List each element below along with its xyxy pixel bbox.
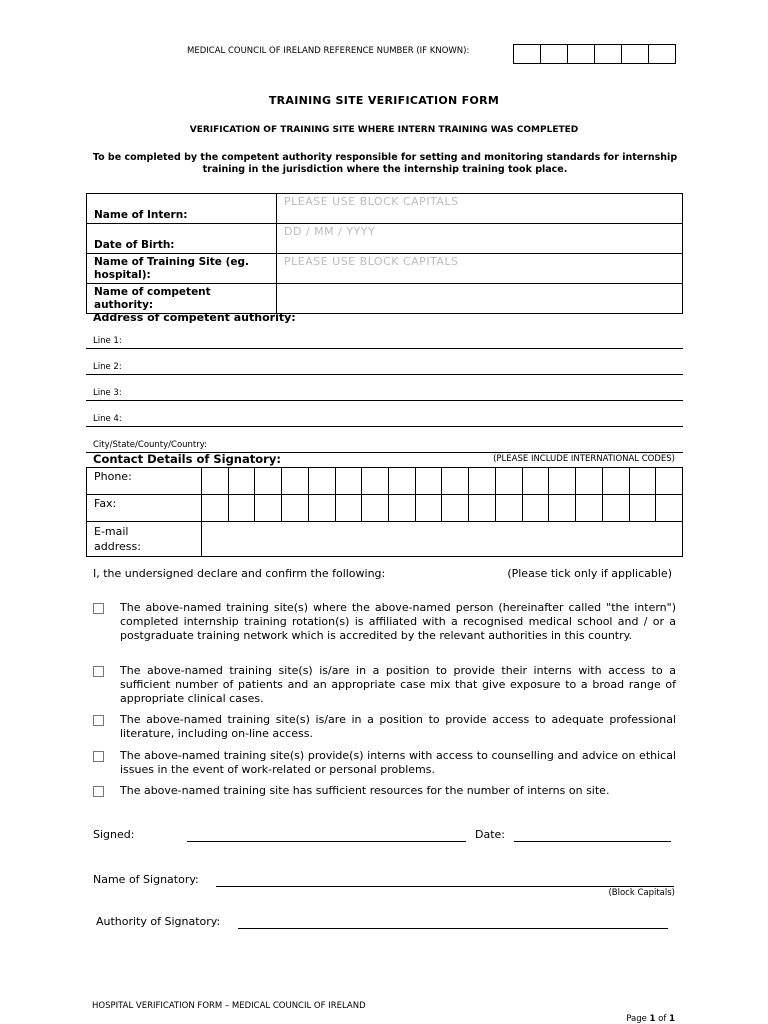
fax-digit-box[interactable] — [442, 495, 469, 522]
phone-row — [87, 468, 683, 495]
phone-label: Phone: — [87, 468, 202, 495]
checkbox[interactable] — [93, 715, 104, 726]
declaration-item-text: The above-named training site(s) where the above-named person (hereinafter called "the intern") completed internship training rotation(s) is affiliated with a recognised medical school and / or a postgraduate training network which is accredited by the relevant authorities in this country. — [120, 601, 676, 642]
form-subtitle: VERIFICATION OF TRAINING SITE WHERE INTERN TRAINING WAS COMPLETED — [189, 125, 579, 135]
total-pages: 1 — [669, 1014, 675, 1024]
table-row — [87, 224, 683, 254]
phone-digit-box[interactable] — [602, 468, 629, 495]
phone-digit-box[interactable] — [255, 468, 282, 495]
fax-digit-box[interactable] — [469, 495, 496, 522]
address-title: Address of competent authority: — [93, 311, 296, 324]
declaration-item-text: The above-named training site has sufficient resources for the number of interns on site. — [120, 784, 610, 797]
intern-name-field[interactable]: PLEASE USE BLOCK CAPITALS — [277, 194, 683, 224]
phone-digit-box[interactable] — [228, 468, 255, 495]
phone-digit-box[interactable] — [469, 468, 496, 495]
address-line-label: Line 3: — [93, 388, 122, 398]
checkbox[interactable] — [93, 786, 104, 797]
address-line-label: Line 2: — [93, 362, 122, 372]
intern-info-table — [86, 193, 683, 314]
date-field[interactable] — [514, 829, 671, 842]
table-row — [87, 284, 683, 314]
fax-digit-box[interactable] — [576, 495, 603, 522]
page-word: Page — [626, 1014, 647, 1024]
checkbox[interactable] — [93, 666, 104, 677]
signatory-name-label: Name of Signatory: — [93, 873, 199, 886]
date-label: Date: — [475, 828, 505, 841]
contact-title: Contact Details of Signatory: — [93, 452, 281, 466]
fax-digit-box[interactable] — [602, 495, 629, 522]
fax-digit-box[interactable] — [656, 495, 683, 522]
declaration-intro: I, the undersigned declare and confirm the following: — [93, 567, 386, 580]
declaration-item-text: The above-named training site(s) is/are in a position to provide their interns with access to a sufficient number of patients and an appropriate case mix that give exposure to a broad range of appropriate clinical cases. — [120, 664, 676, 705]
current-page: 1 — [649, 1014, 656, 1024]
phone-digit-box[interactable] — [576, 468, 603, 495]
address-line-label: City/State/County/Country: — [93, 440, 208, 450]
email-field[interactable] — [202, 522, 683, 557]
ref-box[interactable] — [622, 45, 649, 63]
footer-text: HOSPITAL VERIFICATION FORM – MEDICAL COUNCIL OF IRELAND — [92, 1001, 366, 1011]
signatory-authority-label: Authority of Signatory: — [96, 915, 221, 928]
ref-box[interactable] — [595, 45, 622, 63]
fax-digit-box[interactable] — [282, 495, 309, 522]
phone-digit-box[interactable] — [308, 468, 335, 495]
fax-digit-box[interactable] — [389, 495, 416, 522]
fax-digit-box[interactable] — [255, 495, 282, 522]
declaration-note: (Please tick only if applicable) — [507, 567, 672, 580]
fax-digit-box[interactable] — [495, 495, 522, 522]
phone-digit-box[interactable] — [495, 468, 522, 495]
reference-number-boxes[interactable] — [513, 44, 676, 64]
email-label — [87, 522, 202, 557]
table-row — [87, 194, 683, 224]
phone-digit-box[interactable] — [442, 468, 469, 495]
reference-number-label: MEDICAL COUNCIL OF IRELAND REFERENCE NUMBER (IF KNOWN): — [187, 46, 470, 56]
address-line-2-field[interactable] — [86, 358, 683, 375]
fax-row — [87, 495, 683, 522]
phone-digit-box[interactable] — [362, 468, 389, 495]
phone-digit-box[interactable] — [549, 468, 576, 495]
phone-digit-box[interactable] — [202, 468, 229, 495]
phone-digit-box[interactable] — [656, 468, 683, 495]
of-word: of — [658, 1014, 667, 1024]
page-number — [626, 1014, 675, 1024]
fax-digit-box[interactable] — [335, 495, 362, 522]
fax-digit-box[interactable] — [362, 495, 389, 522]
ref-box[interactable] — [568, 45, 595, 63]
checkbox[interactable] — [93, 751, 104, 762]
email-row — [87, 522, 683, 557]
phone-digit-box[interactable] — [629, 468, 656, 495]
phone-digit-box[interactable] — [389, 468, 416, 495]
fax-label: Fax: — [87, 495, 202, 522]
declaration-item-text: The above-named training site(s) is/are in a position to provide access to adequate professional literature, including on-line access. — [120, 713, 676, 740]
address-city-field[interactable] — [86, 436, 683, 453]
address-line-4-field[interactable] — [86, 410, 683, 427]
fax-digit-box[interactable] — [522, 495, 549, 522]
signed-label: Signed: — [93, 828, 135, 841]
ref-box[interactable] — [649, 45, 675, 63]
form-intro: To be completed by the competent authority responsible for setting and monitoring standards for internship training in the jurisdiction where the internship training took place. — [92, 152, 678, 175]
address-line-label: Line 4: — [93, 414, 122, 424]
address-line-1-field[interactable] — [86, 332, 683, 349]
signature-field[interactable] — [187, 829, 466, 842]
checkbox[interactable] — [93, 603, 104, 614]
contact-table — [86, 467, 683, 557]
competent-authority-field[interactable] — [277, 284, 683, 314]
training-site-label: Name of Training Site (eg. hospital): — [87, 254, 277, 284]
contact-header — [86, 452, 683, 467]
email-label-line-2: address: — [94, 540, 141, 553]
fax-digit-box[interactable] — [308, 495, 335, 522]
signatory-name-field[interactable] — [216, 874, 674, 887]
fax-digit-box[interactable] — [202, 495, 229, 522]
competent-authority-label: Name of competent authority: — [87, 284, 277, 314]
ref-box[interactable] — [541, 45, 568, 63]
training-site-field[interactable]: PLEASE USE BLOCK CAPITALS — [277, 254, 683, 284]
fax-digit-box[interactable] — [228, 495, 255, 522]
intern-name-label: Name of Intern: — [87, 194, 277, 224]
dob-label: Date of Birth: — [87, 224, 277, 254]
fax-digit-box[interactable] — [415, 495, 442, 522]
phone-digit-box[interactable] — [522, 468, 549, 495]
table-row — [87, 254, 683, 284]
address-line-3-field[interactable] — [86, 384, 683, 401]
phone-digit-box[interactable] — [335, 468, 362, 495]
phone-digit-box[interactable] — [282, 468, 309, 495]
fax-digit-box[interactable] — [549, 495, 576, 522]
block-capitals-note: (Block Capitals) — [608, 888, 675, 898]
address-line-label: Line 1: — [93, 336, 122, 346]
dob-field[interactable]: DD / MM / YYYY — [277, 224, 683, 254]
form-title: TRAINING SITE VERIFICATION FORM — [268, 94, 500, 107]
email-label-line-1: E-mail — [94, 525, 129, 538]
signatory-authority-field[interactable] — [238, 916, 668, 929]
contact-note: (PLEASE INCLUDE INTERNATIONAL CODES) — [493, 454, 675, 464]
fax-digit-box[interactable] — [629, 495, 656, 522]
phone-digit-box[interactable] — [415, 468, 442, 495]
ref-box[interactable] — [514, 45, 541, 63]
declaration-item-text: The above-named training site(s) provide(s) interns with access to counselling and advice on ethical issues in the event of work-related or personal problems. — [120, 749, 676, 776]
